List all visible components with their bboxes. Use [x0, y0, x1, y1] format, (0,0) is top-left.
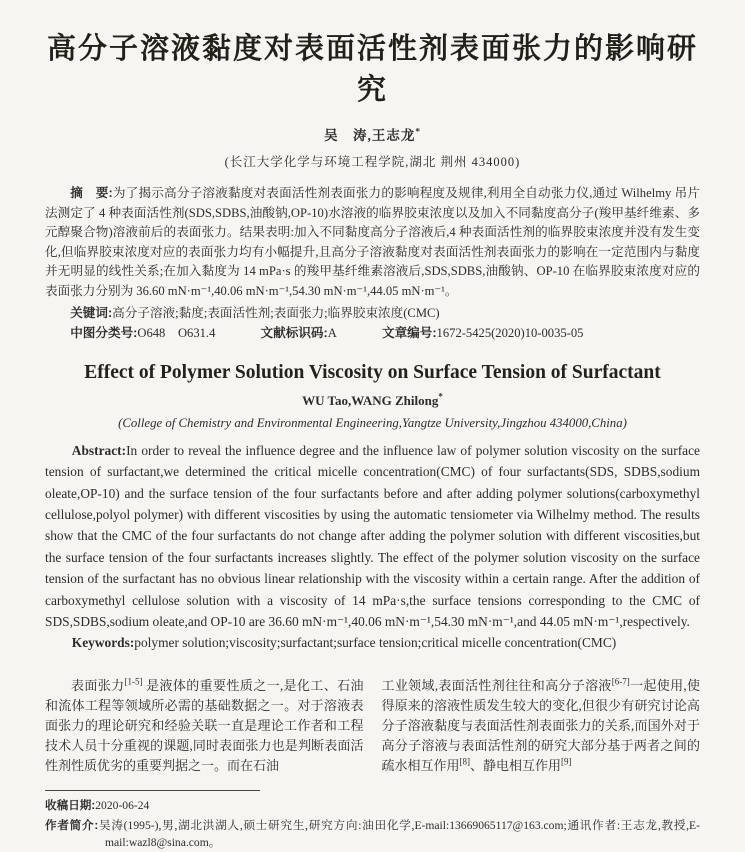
paper-title-english: Effect of Polymer Solution Viscosity on Surface Tension of Surfactant — [84, 361, 661, 383]
meta-line — [45, 324, 700, 344]
abstract-chinese — [45, 184, 700, 302]
clc-number — [70, 326, 215, 340]
footnote-block — [45, 790, 700, 852]
abstract-text-chinese: 为了揭示高分子溶液黏度对表面活性剂表面张力的影响程度及规律,利用全自动张力仪,通过 Wilhelmy 吊片法测定了 4 种表面活性剂(SDS,SDBS,油酸钠,OP-10)水溶液的临界胶束浓度以及加入不同黏度高分子(羧甲基纤维素、多元醇聚合物)溶液前后的表面张力。结果表明:加入不同黏度高分子溶液后,4 种表面活性剂的临界胶束浓度并没有发生变化,但临界胶束浓度对应的表面张力均有小幅提升,且高分子溶液黏度对表面活性剂表面张力的影响在一定范围内与黏度并无明显的线性关系;在加入黏度为 14 mPa·s 的羧甲基纤维素溶液后,SDS,SDBS,油酸钠、OP-10 在临界胶束浓度对应的表面张力分别为 36.60 mN·m⁻¹,40.06 mN·m⁻¹,54.30 mN·m⁻¹,44.05 mN·m⁻¹。 — [45, 186, 700, 298]
document-code-value: A — [327, 326, 337, 341]
clc-label: 中图分类号: — [70, 326, 138, 341]
abstract-text-english: In order to reveal the influence degree and the influence law of polymer solution viscosity on the surface tension of surfactant,we determined the critical micelle concentration(CMC) of four surfactants(SDS, SDBS,sodium oleate,OP-10) and the surface tension of the four surfactants before and after adding polymer solutions(carboxymethyl cellulose,polyol polymer) with different viscosities by using the automatic tensiometer via Wilhelmy method. The results show that the CMC of the four surfactants do not change after adding the polymer solution with different viscosities,but the surface tension of the four surfactants increases slightly. The effect of the polymer solution viscosity on the surface tension of the surfactant has no obvious linear relationship with the viscosity within a certain range. After the addition of carboxymethyl cellulose solution with a viscosity of 14 mPa·s,the surface tensions corresponding to the CMC of SDS,SDBS,sodium oleate,and OP-10 are 36.60 mN·m⁻¹,40.06 mN·m⁻¹,54.30 mN·m⁻¹,and 44.05 mN·m⁻¹,respectively. — [45, 442, 700, 629]
author-bio-text: 吴涛(1995-),男,湖北洪湖人,硕士研究生,研究方向:油田化学,E-mail:13669065117@163.com;通讯作者:王志龙,教授,E-mail:wazl8@sina.com。 — [98, 818, 700, 850]
authors-english: WU Tao,WANG Zhilong* — [302, 391, 443, 408]
keywords-chinese — [45, 304, 700, 324]
footnote-divider — [45, 790, 260, 791]
affiliation-chinese: (长江大学化学与环境工程学院,湖北 荆州 434000) — [224, 155, 521, 169]
author-bio-label: 作者简介: — [45, 818, 99, 832]
article-id-label: 文章编号: — [381, 326, 437, 341]
article-id-value: 1672-5425(2020)10-0035-05 — [436, 326, 584, 341]
body-two-columns — [45, 676, 700, 776]
article-id — [382, 326, 584, 340]
keywords-english — [45, 632, 700, 653]
clc-value: O648 O631.4 — [137, 326, 216, 341]
author-bio-line — [45, 817, 700, 852]
document-code-label: 文献标识码: — [260, 326, 328, 341]
document-code — [261, 326, 337, 340]
body-left-column: 表面张力[1-5] 是液体的重要性质之一,是化工、石油和流体工程等领域所必需的基础数据之一。对于溶液表面张力的理论研究和经验关联一直是理论工作者和工程技术人员十分重视的课题,同时表面张力也是判断表面活性剂性质优劣的重要判据之一。而在石油 — [45, 676, 364, 773]
affiliation-english: (College of Chemistry and Environmental Engineering,Yangtze University,Jingzhou 434000,China) — [118, 415, 627, 430]
keywords-text-chinese: 高分子溶液;黏度;表面活性剂;表面张力;临界胶束浓度(CMC) — [112, 305, 440, 320]
abstract-label-english: Abstract: — [71, 442, 127, 458]
received-date-line — [45, 797, 700, 814]
abstract-label-chinese: 摘 要: — [70, 186, 113, 200]
keywords-label-chinese: 关键词: — [70, 305, 113, 320]
abstract-english — [45, 440, 700, 633]
received-date-value: 2020-06-24 — [95, 798, 150, 812]
keywords-text-english: polymer solution;viscosity;surfactant;surface tension;critical micelle concentration(CMC) — [134, 635, 617, 651]
body-right-column: 工业领域,表面活性剂往往和高分子溶液[6-7]一起使用,使得原来的溶液性质发生较大的变化,但很少有研究讨论高分子溶液黏度与表面活性剂表面张力的关系,而国外对于高分子溶液与表面活性剂的研究大部分基于两者之间的疏水相互作用[8]、静电相互作用[9] — [381, 676, 700, 773]
paper-title-chinese: 高分子溶液黏度对表面活性剂表面张力的影响研究 — [46, 33, 698, 106]
authors-chinese: 吴 涛,王志龙* — [324, 126, 421, 143]
received-date-label: 收稿日期: — [45, 798, 96, 812]
keywords-label-english: Keywords: — [71, 635, 135, 651]
